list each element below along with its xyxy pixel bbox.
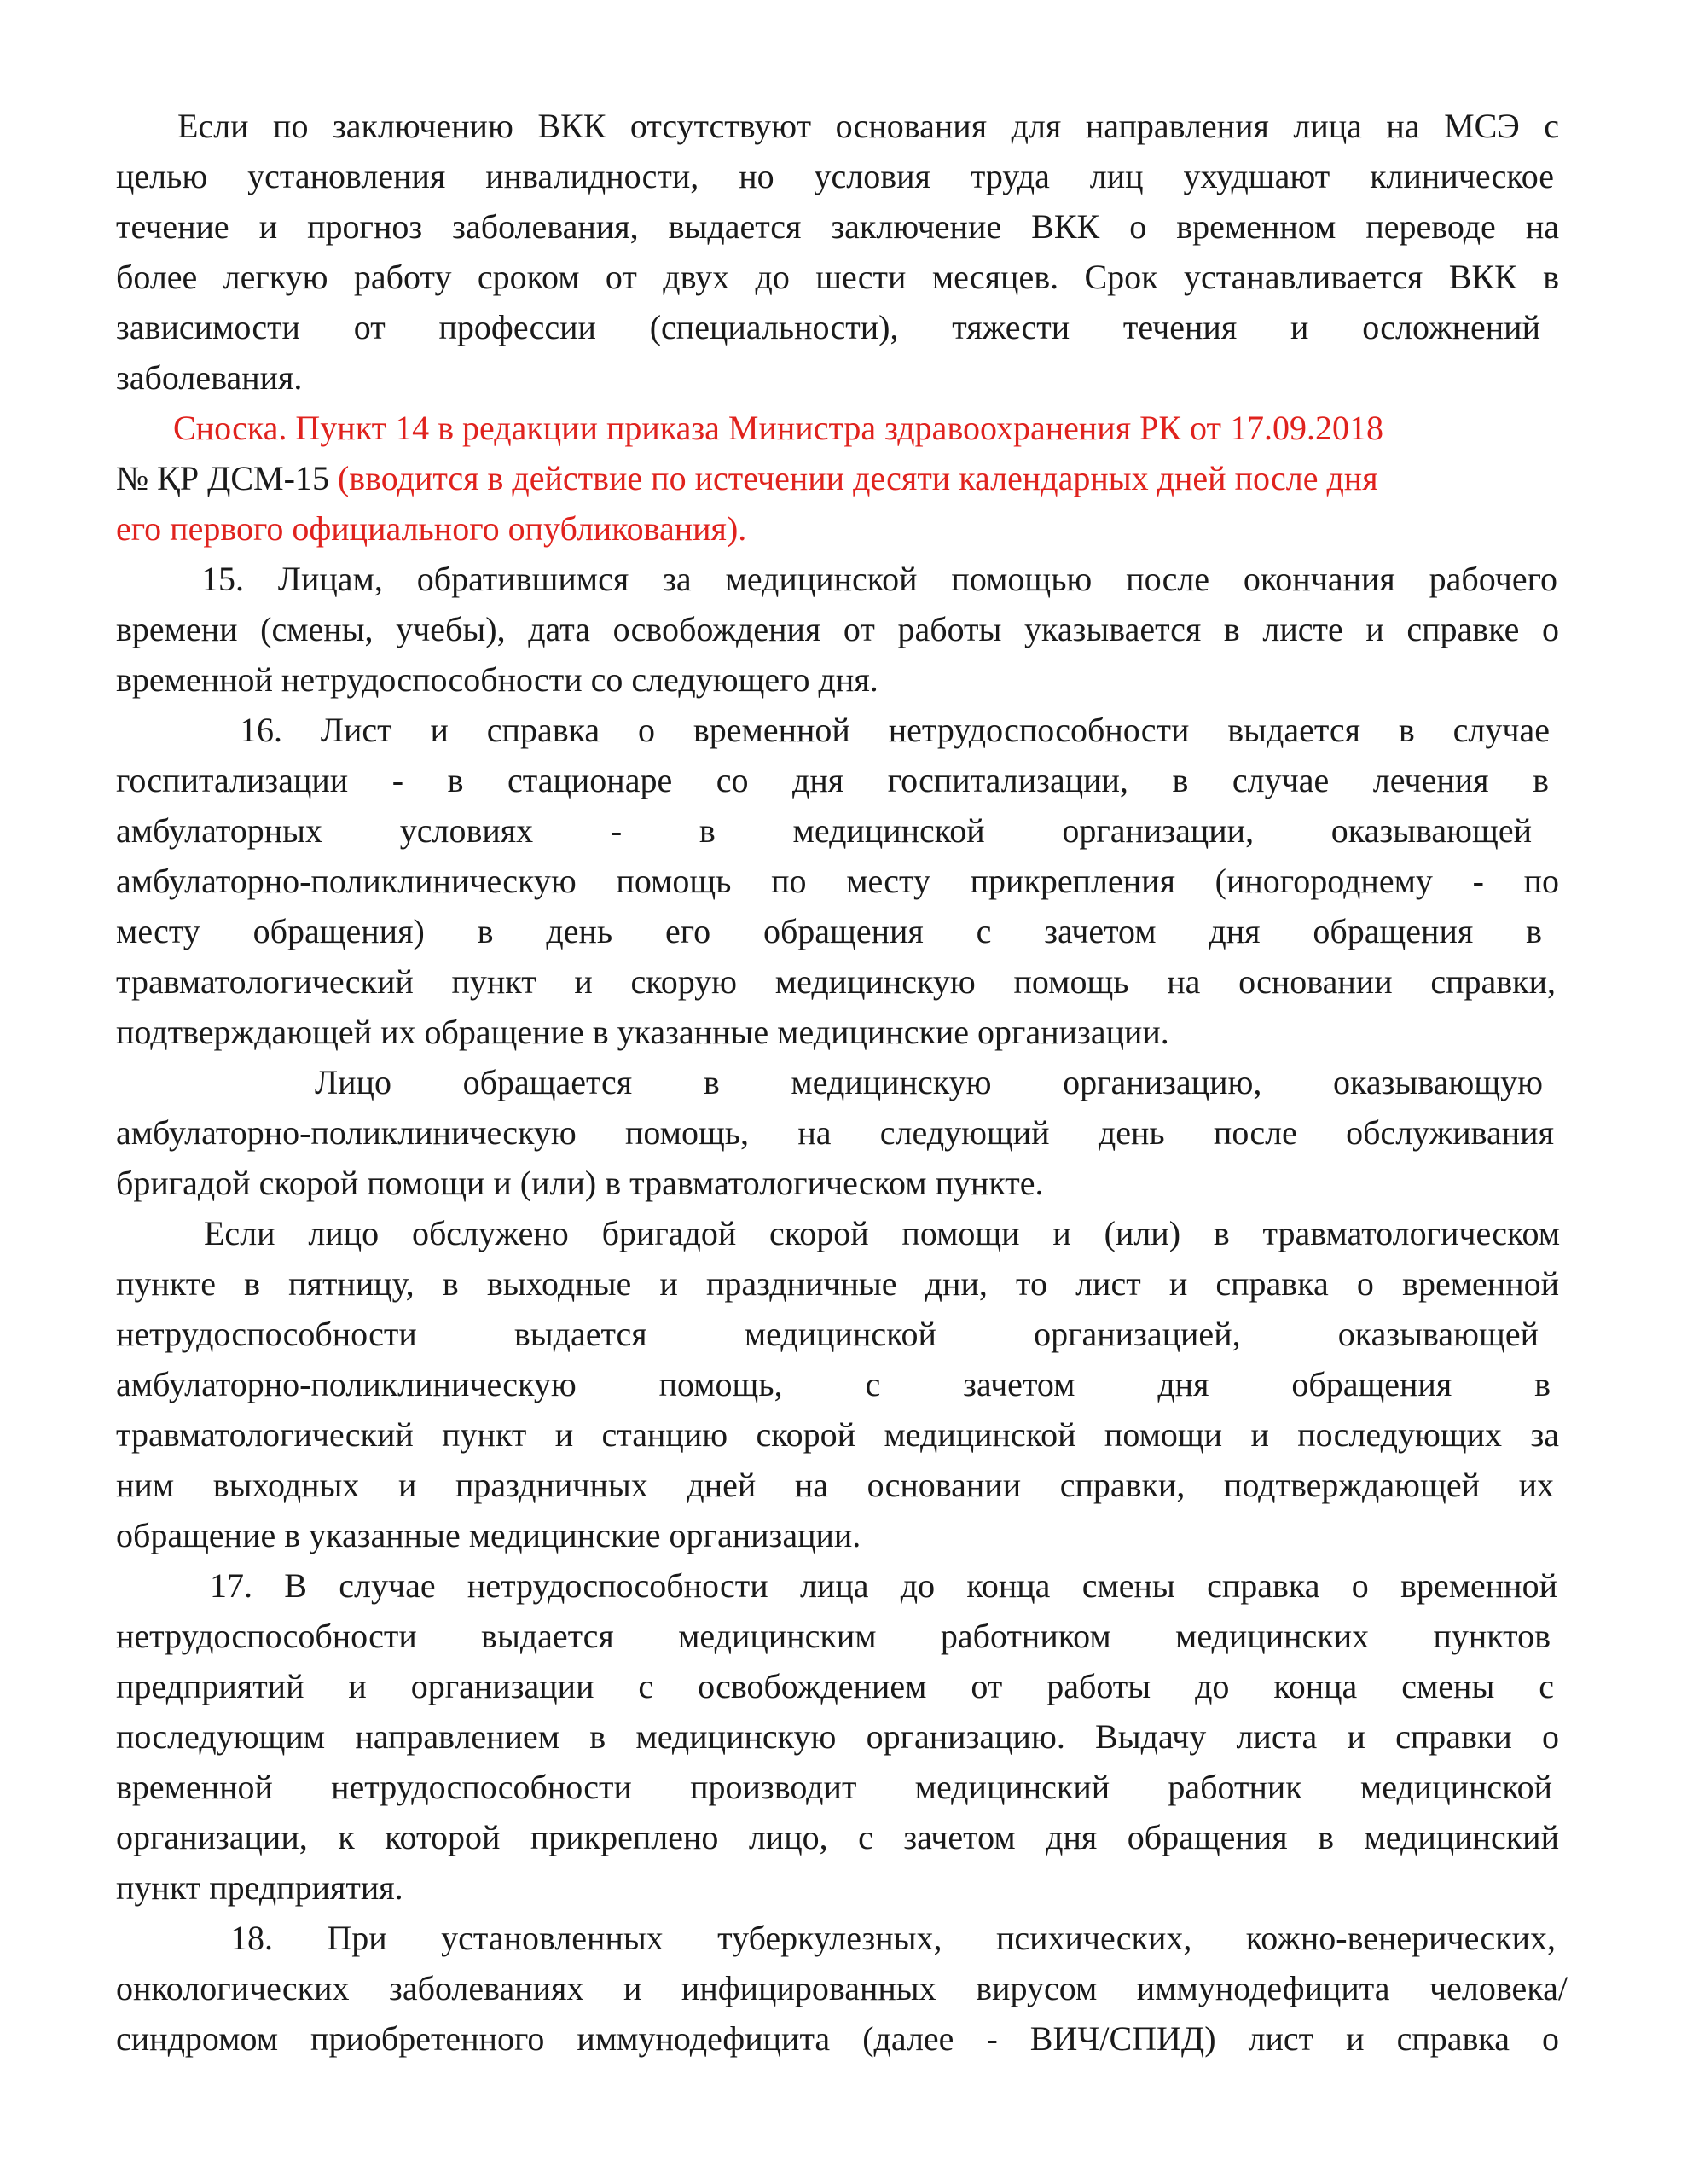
text-line: пункт предприятия. (116, 1868, 403, 1907)
text-line: амбулаторных условиях - в медицинской организации, оказывающей (116, 811, 1532, 850)
text-line: травматологический пункт и станцию скорой медицинской помощи и последующих за (116, 1415, 1559, 1454)
text-line: нетрудоспособности выдается медицинским работником медицинских пунктов (116, 1617, 1551, 1655)
text-line: пункте в пятницу, в выходные и праздничные дни, то лист и справка о временной (116, 1264, 1559, 1303)
text-line: синдромом приобретенного иммунодефицита (далее - ВИЧ/СПИД) лист и справка о (116, 2019, 1559, 2058)
text-line: бригадой скорой помощи и (или) в травматологическом пункте. (116, 1164, 1044, 1202)
text-line: организации, к которой прикреплено лицо, с зачетом дня обращения в медицинский (116, 1818, 1559, 1856)
text-line: времени (смены, учебы), дата освобождения от работы указывается в листе и справке о (116, 610, 1559, 648)
text-line: 15. Лицам, обратившимся за медицинской помощью после окончания рабочего (201, 560, 1557, 598)
text-line: Лицо обращается в медицинскую организацию, оказывающую (315, 1063, 1543, 1101)
text-line: травматологический пункт и скорую медицинскую помощь на основании справки, (116, 962, 1556, 1001)
order-number: № ҚР ДСМ-15 (116, 459, 329, 497)
footnote-text: (вводится в действие по истечении десяти календарных дней после дня (328, 459, 1378, 497)
text-line: онкологических заболеваниях и инфицированных вирусом иммунодефицита человека/ (116, 1969, 1568, 2007)
text-line: 18. При установленных туберкулезных, психических, кожно-венерических, (230, 1919, 1556, 1957)
text-line: Если по заключению ВКК отсутствуют основания для направления лица на МСЭ с (177, 107, 1559, 145)
text-line: госпитализации - в стационаре со дня госпитализации, в случае лечения в (116, 761, 1549, 799)
text-line: обращение в указанные медицинские организации. (116, 1516, 861, 1554)
text-line: месту обращения) в день его обращения с зачетом дня обращения в (116, 912, 1542, 950)
text-line: Если лицо обслужено бригадой скорой помощи и (или) в травматологическом (204, 1214, 1560, 1252)
text-line: течение и прогноз заболевания, выдается заключение ВКК о временном переводе на (116, 207, 1559, 246)
text-line: заболевания. (116, 358, 303, 397)
text-line: амбулаторно-поликлиническую помощь, с зачетом дня обращения в (116, 1365, 1551, 1403)
text-line: 16. Лист и справка о временной нетрудоспособности выдается в случае (240, 711, 1550, 749)
text-line: зависимости от профессии (специальности), тяжести течения и осложнений (116, 308, 1540, 346)
text-line: ним выходных и праздничных дней на основании справки, подтверждающей их (116, 1466, 1554, 1504)
text-line: подтверждающей их обращение в указанные медицинские организации. (116, 1013, 1169, 1051)
footnote-line: его первого официального опубликования). (116, 509, 747, 548)
text-line: предприятий и организации с освобождением от работы до конца смены с (116, 1667, 1554, 1705)
footnote-line: Сноска. Пункт 14 в редакции приказа Министра здравоохранения РК от 17.09.2018 (173, 409, 1383, 447)
footnote-line (116, 453, 1566, 503)
text-line: амбулаторно-поликлиническую помощь, на следующий день после обслуживания (116, 1113, 1554, 1152)
text-line: временной нетрудоспособности со следующего дня. (116, 660, 878, 699)
text-line: временной нетрудоспособности производит медицинский работник медицинской (116, 1768, 1552, 1806)
text-line: амбулаторно-поликлиническую помощь по месту прикрепления (иногороднему - по (116, 862, 1559, 900)
text-line: 17. В случае нетрудоспособности лица до конца смены справка о временной (210, 1566, 1557, 1605)
text-line: более легкую работу сроком от двух до шести месяцев. Срок устанавливается ВКК в (116, 258, 1559, 296)
text-line: целью установления инвалидности, но условия труда лиц ухудшают клиническое (116, 157, 1554, 195)
text-line: последующим направлением в медицинскую организацию. Выдачу листа и справки о (116, 1717, 1559, 1756)
text-line: нетрудоспособности выдается медицинской организацией, оказывающей (116, 1315, 1539, 1353)
